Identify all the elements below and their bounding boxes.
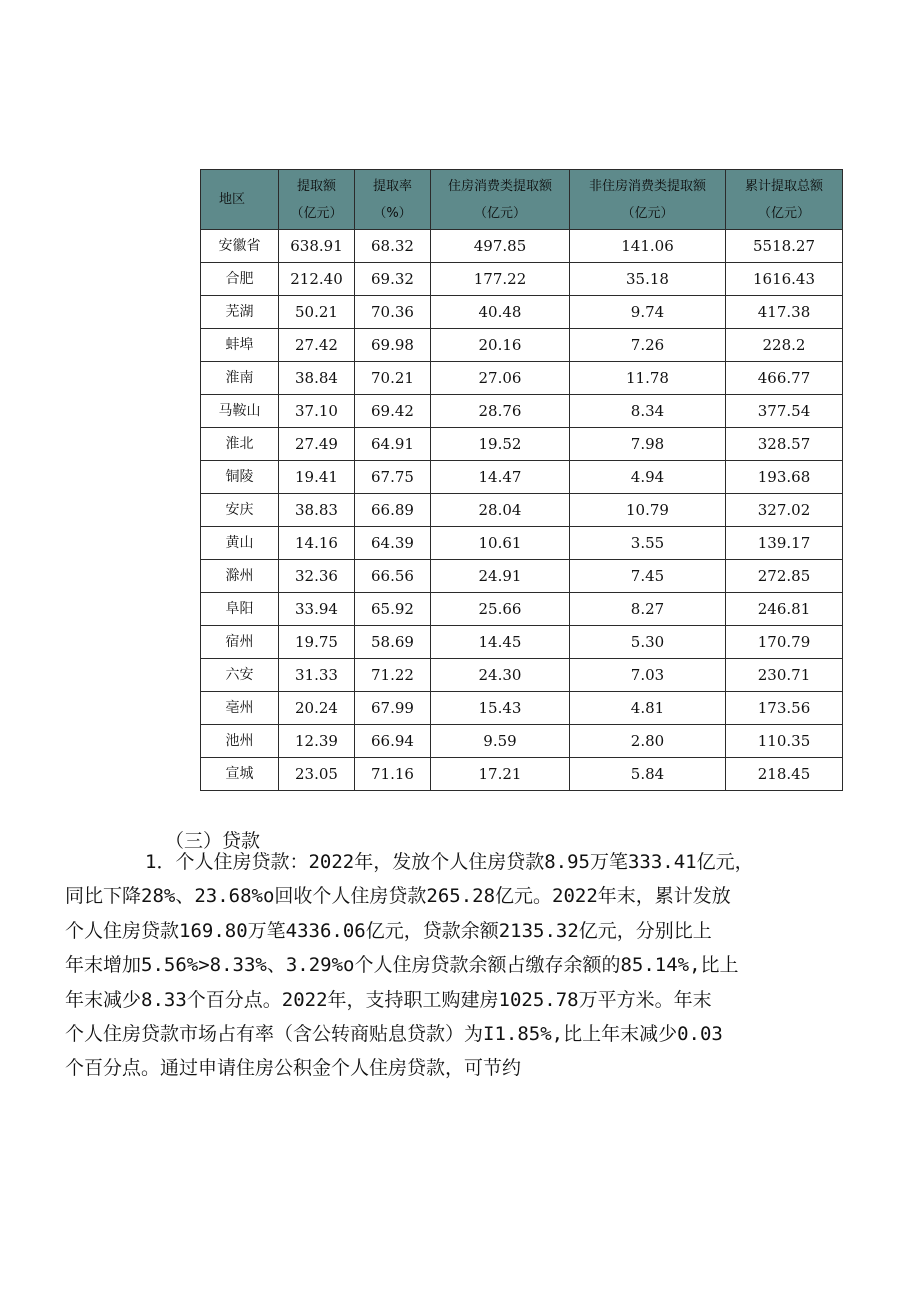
table-row	[201, 659, 843, 692]
non-housing-withdrawal-cell: 8.34	[570, 395, 726, 428]
withdrawal-amount-cell: 638.91	[279, 230, 355, 263]
housing-withdrawal-cell: 28.76	[431, 395, 570, 428]
housing-withdrawal-cell: 40.48	[431, 296, 570, 329]
cumulative-withdrawal-cell: 272.85	[726, 560, 843, 593]
header-cumulative-withdrawal: 累计提取总额 （亿元）	[726, 170, 843, 230]
table-row	[201, 560, 843, 593]
cumulative-withdrawal-cell: 139.17	[726, 527, 843, 560]
region-cell: 宣城	[201, 758, 279, 791]
region-cell: 蚌埠	[201, 329, 279, 362]
table-row	[201, 494, 843, 527]
non-housing-withdrawal-cell: 4.81	[570, 692, 726, 725]
non-housing-withdrawal-cell: 4.94	[570, 461, 726, 494]
housing-withdrawal-cell: 25.66	[431, 593, 570, 626]
region-cell: 六安	[201, 659, 279, 692]
non-housing-withdrawal-cell: 11.78	[570, 362, 726, 395]
withdrawal-rate-cell: 67.75	[355, 461, 431, 494]
withdrawal-amount-cell: 27.42	[279, 329, 355, 362]
table-header-row	[201, 170, 843, 230]
cumulative-withdrawal-cell: 230.71	[726, 659, 843, 692]
region-cell: 阜阳	[201, 593, 279, 626]
table-row	[201, 692, 843, 725]
housing-withdrawal-cell: 9.59	[431, 725, 570, 758]
cumulative-withdrawal-cell: 173.56	[726, 692, 843, 725]
region-cell: 亳州	[201, 692, 279, 725]
cumulative-withdrawal-cell: 5518.27	[726, 230, 843, 263]
withdrawal-rate-cell: 70.36	[355, 296, 431, 329]
cumulative-withdrawal-cell: 218.45	[726, 758, 843, 791]
housing-withdrawal-cell: 24.91	[431, 560, 570, 593]
withdrawal-amount-cell: 38.83	[279, 494, 355, 527]
loan-paragraph	[65, 845, 845, 1086]
cumulative-withdrawal-cell: 466.77	[726, 362, 843, 395]
region-cell: 淮南	[201, 362, 279, 395]
withdrawal-rate-cell: 67.99	[355, 692, 431, 725]
header-withdrawal-amount: 提取额 （亿元）	[279, 170, 355, 230]
housing-withdrawal-cell: 27.06	[431, 362, 570, 395]
table-row	[201, 395, 843, 428]
cumulative-withdrawal-cell: 328.57	[726, 428, 843, 461]
region-cell: 铜陵	[201, 461, 279, 494]
withdrawal-rate-cell: 70.21	[355, 362, 431, 395]
non-housing-withdrawal-cell: 10.79	[570, 494, 726, 527]
withdrawal-rate-cell: 69.98	[355, 329, 431, 362]
paragraph-line: 1．个人住房贷款：2022年，发放个人住房贷款8.95万笔333.41亿元，	[145, 851, 754, 873]
table-row	[201, 593, 843, 626]
withdrawal-amount-cell: 23.05	[279, 758, 355, 791]
table-row	[201, 758, 843, 791]
non-housing-withdrawal-cell: 3.55	[570, 527, 726, 560]
table-row	[201, 626, 843, 659]
region-cell: 淮北	[201, 428, 279, 461]
withdrawal-rate-cell: 58.69	[355, 626, 431, 659]
housing-withdrawal-cell: 24.30	[431, 659, 570, 692]
withdrawal-amount-cell: 31.33	[279, 659, 355, 692]
cumulative-withdrawal-cell: 110.35	[726, 725, 843, 758]
cumulative-withdrawal-cell: 377.54	[726, 395, 843, 428]
withdrawal-amount-cell: 50.21	[279, 296, 355, 329]
table-row	[201, 362, 843, 395]
withdrawal-amount-cell: 20.24	[279, 692, 355, 725]
region-cell: 滁州	[201, 560, 279, 593]
housing-withdrawal-cell: 19.52	[431, 428, 570, 461]
withdrawal-rate-cell: 69.42	[355, 395, 431, 428]
region-cell: 黄山	[201, 527, 279, 560]
withdrawal-amount-cell: 37.10	[279, 395, 355, 428]
table-row	[201, 527, 843, 560]
withdrawal-amount-cell: 38.84	[279, 362, 355, 395]
withdrawal-rate-cell: 66.56	[355, 560, 431, 593]
non-housing-withdrawal-cell: 7.26	[570, 329, 726, 362]
cumulative-withdrawal-cell: 228.2	[726, 329, 843, 362]
withdrawal-table	[200, 169, 843, 791]
region-cell: 宿州	[201, 626, 279, 659]
table-body	[201, 230, 843, 791]
housing-withdrawal-cell: 177.22	[431, 263, 570, 296]
withdrawal-rate-cell: 71.16	[355, 758, 431, 791]
housing-withdrawal-cell: 497.85	[431, 230, 570, 263]
non-housing-withdrawal-cell: 7.45	[570, 560, 726, 593]
withdrawal-rate-cell: 64.91	[355, 428, 431, 461]
non-housing-withdrawal-cell: 9.74	[570, 296, 726, 329]
cumulative-withdrawal-cell: 1616.43	[726, 263, 843, 296]
header-non-housing-withdrawal: 非住房消费类提取额 （亿元）	[570, 170, 726, 230]
section-heading: （三）贷款	[165, 830, 261, 852]
withdrawal-amount-cell: 27.49	[279, 428, 355, 461]
region-cell: 合肥	[201, 263, 279, 296]
paragraph-line: 年末增加5.56%>8.33%、3.29%o个人住房贷款余额占缴存余额的85.14%,比上	[65, 954, 739, 977]
withdrawal-amount-cell: 212.40	[279, 263, 355, 296]
paragraph-line: 个人住房贷款169.80万笔4336.06亿元，贷款余额2135.32亿元，分别比上	[65, 919, 712, 942]
paragraph-line: 个百分点。通过申请住房公积金个人住房贷款，可节约	[65, 1057, 522, 1080]
table-row	[201, 296, 843, 329]
paragraph-line: 年末减少8.33个百分点。2022年，支持职工购建房1025.78万平方米。年末	[65, 988, 712, 1011]
table-row	[201, 428, 843, 461]
region-cell: 池州	[201, 725, 279, 758]
non-housing-withdrawal-cell: 7.03	[570, 659, 726, 692]
non-housing-withdrawal-cell: 2.80	[570, 725, 726, 758]
region-cell: 芜湖	[201, 296, 279, 329]
withdrawal-amount-cell: 19.75	[279, 626, 355, 659]
withdrawal-amount-cell: 12.39	[279, 725, 355, 758]
non-housing-withdrawal-cell: 141.06	[570, 230, 726, 263]
housing-withdrawal-cell: 20.16	[431, 329, 570, 362]
withdrawal-amount-cell: 32.36	[279, 560, 355, 593]
housing-withdrawal-cell: 28.04	[431, 494, 570, 527]
region-cell: 安徽省	[201, 230, 279, 263]
non-housing-withdrawal-cell: 8.27	[570, 593, 726, 626]
table-row	[201, 263, 843, 296]
paragraph-line: 同比下降28%、23.68%o回收个人住房贷款265.28亿元。2022年末，累计发放	[65, 885, 731, 908]
housing-withdrawal-cell: 10.61	[431, 527, 570, 560]
withdrawal-rate-cell: 66.94	[355, 725, 431, 758]
withdrawal-rate-cell: 68.32	[355, 230, 431, 263]
header-region: 地区	[201, 170, 279, 230]
region-cell: 安庆	[201, 494, 279, 527]
paragraph-line: 个人住房贷款市场占有率（含公转商贴息贷款）为I1.85%,比上年末减少0.03	[65, 1023, 723, 1046]
housing-withdrawal-cell: 14.47	[431, 461, 570, 494]
housing-withdrawal-cell: 17.21	[431, 758, 570, 791]
withdrawal-amount-cell: 14.16	[279, 527, 355, 560]
table-row	[201, 461, 843, 494]
housing-withdrawal-cell: 15.43	[431, 692, 570, 725]
non-housing-withdrawal-cell: 5.30	[570, 626, 726, 659]
non-housing-withdrawal-cell: 5.84	[570, 758, 726, 791]
withdrawal-rate-cell: 71.22	[355, 659, 431, 692]
header-housing-withdrawal: 住房消费类提取额 （亿元）	[431, 170, 570, 230]
withdrawal-rate-cell: 66.89	[355, 494, 431, 527]
withdrawal-amount-cell: 33.94	[279, 593, 355, 626]
withdrawal-rate-cell: 65.92	[355, 593, 431, 626]
withdrawal-rate-cell: 69.32	[355, 263, 431, 296]
header-withdrawal-rate: 提取率 （%）	[355, 170, 431, 230]
housing-withdrawal-cell: 14.45	[431, 626, 570, 659]
cumulative-withdrawal-cell: 417.38	[726, 296, 843, 329]
non-housing-withdrawal-cell: 7.98	[570, 428, 726, 461]
cumulative-withdrawal-cell: 246.81	[726, 593, 843, 626]
withdrawal-rate-cell: 64.39	[355, 527, 431, 560]
cumulative-withdrawal-cell: 170.79	[726, 626, 843, 659]
cumulative-withdrawal-cell: 193.68	[726, 461, 843, 494]
table-row	[201, 329, 843, 362]
table-row	[201, 725, 843, 758]
withdrawal-amount-cell: 19.41	[279, 461, 355, 494]
non-housing-withdrawal-cell: 35.18	[570, 263, 726, 296]
table-row	[201, 230, 843, 263]
cumulative-withdrawal-cell: 327.02	[726, 494, 843, 527]
region-cell: 马鞍山	[201, 395, 279, 428]
